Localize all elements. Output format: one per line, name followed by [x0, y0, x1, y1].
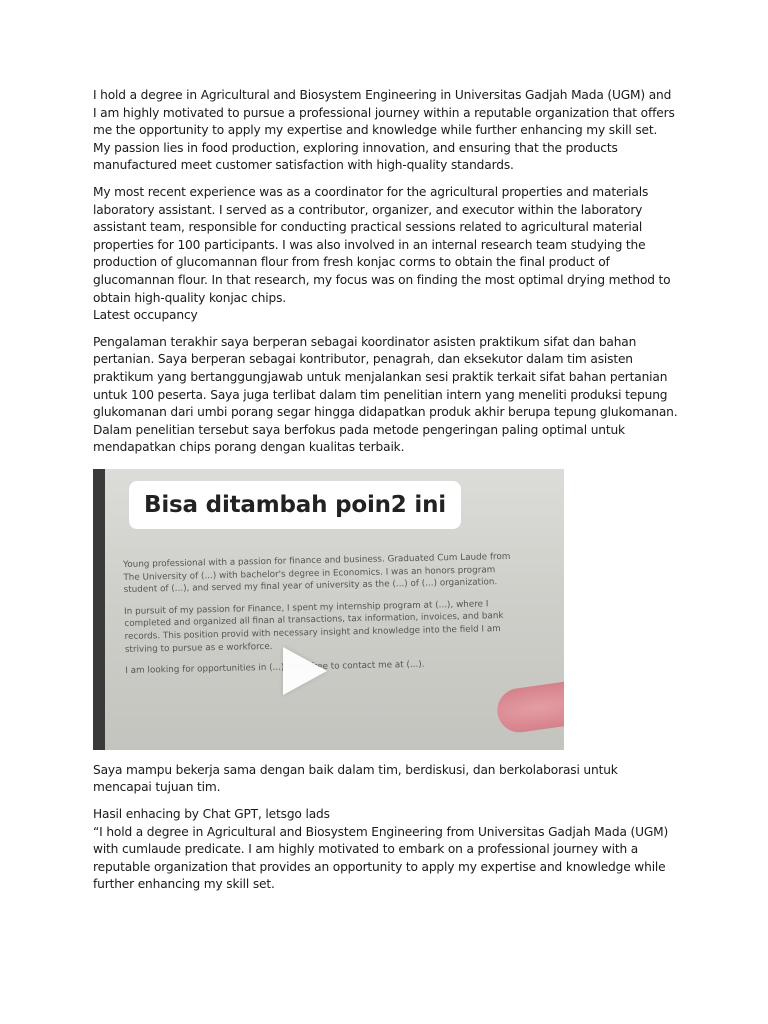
paragraph-enhanced-intro: “I hold a degree in Agricultural and Biosystem Engineering from Universitas Gadjah Mada (UGM) with cumlaude predicate. I am highly motivated to embark on a professional journey with a reputable organization that provides an opportunity to apply my expertise and knowledge while further enhancing my skill set. — [93, 824, 669, 892]
video-screen-line: In pursuit of my passion for Finance, I spent my internship program at (...), where I completed and organized all finan al transactions, tax information, invoices, and bank records. This position provid with necessary insight and knowledge into the field I am striving to pursue as e workforce. — [124, 599, 504, 655]
paragraph-intro: I hold a degree in Agricultural and Biosystem Engineering in Universitas Gadjah Mada (UGM) and I am highly motivated to pursue a professional journey within a reputable organization that offers me the opportunity to apply my expertise and knowledge while further enhancing my skill set. My passion lies in food production, exploring innovation, and ensuring that the products manufactured meet customer satisfaction with high-quality standards. — [93, 88, 675, 173]
video-screen-line: I am looking for opportunities in (...). Feel free to contact me at (...). — [125, 659, 425, 677]
paragraph-experience-indonesian: Pengalaman terakhir saya berperan sebagai koordinator asisten praktikum sifat dan bahan pertanian. Saya berperan sebagai kontributor, penagrah, dan eksekutor dalam tim asisten praktikum yang bertanggungjawab untuk menjalankan sesi praktik terkait sifat bahan pertanian untuk 100 peserta. Saya juga terlibat dalam tim penelitian intern yang meneliti produksi tepung glukomanan dari umbi porang segar hingga didapatkan produk akhir berupa tepung glukomanan. Dalam penelitian tersebut saya berfokus pada metode pengeringan paling optimal untuk mendapatkan chips porang dengan kualitas terbaik. — [93, 334, 678, 455]
paragraph-teamwork: Saya mampu bekerja sama dengan baik dalam tim, berdiskusi, dan berkolaborasi untuk mencapai tujuan tim. — [93, 762, 618, 795]
paragraph-experience: My most recent experience was as a coordinator for the agricultural properties and materials laboratory assistant. I served as a contributor, organizer, and executor within the laboratory assistant team, responsible for conducting practical sessions related to agricultural material properties for 100 participants. I was also involved in an internal research team studying the production of glucomannan flour from fresh konjac corms to obtain the final product of glucomannan flour. In that research, my focus was on finding the most optimal drying method to obtain high-quality konjac chips. — [93, 184, 671, 305]
video-caption: Bisa ditambah poin2 ini — [129, 481, 461, 529]
play-icon[interactable] — [283, 647, 327, 695]
paragraph-heading-latest-occupancy: Latest occupancy — [93, 308, 198, 323]
video-screen-line: Young professional with a passion for finance and business. Graduated Cum Laude from The University of (...) with bachelor's degree in Economics. I was an honors program student of (...), and served my final year of university as the (...) of (...) organization. — [123, 551, 511, 596]
embedded-video[interactable] — [93, 469, 564, 750]
finger-image — [495, 675, 564, 735]
document-page — [93, 87, 678, 894]
paragraph-chatgpt-note: Hasil enhacing by Chat GPT, letsgo lads — [93, 807, 330, 822]
video-frame-edge — [93, 469, 105, 750]
